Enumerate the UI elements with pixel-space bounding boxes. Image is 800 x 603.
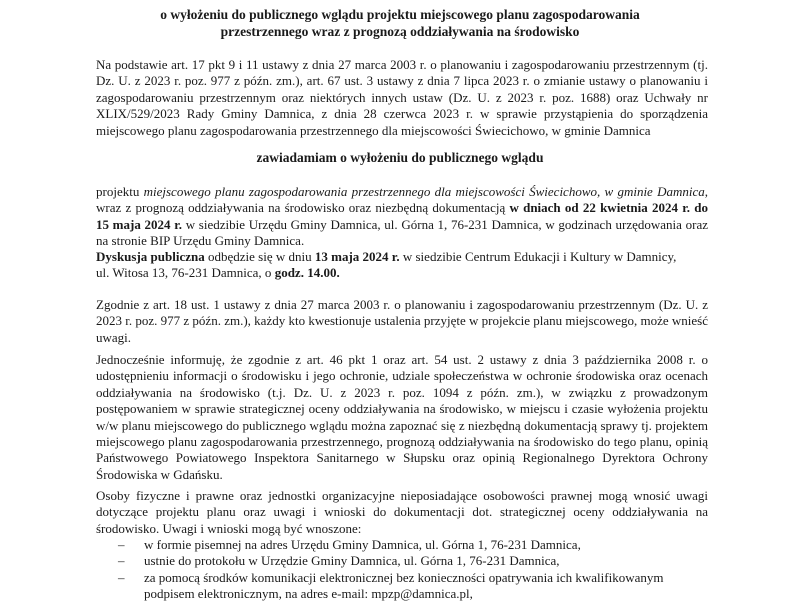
list-item-text: ustnie do protokołu w Urzędzie Gminy Damnica, ul. Górna 1, 76-231 Damnica, (144, 553, 560, 569)
document-title (80, 6, 720, 40)
list-item (96, 570, 716, 586)
title-line-1: o wyłożeniu do publicznego wglądu projektu miejscowego planu zagospodarowania (160, 7, 640, 22)
list-item-text: w formie pisemnej na adres Urzędu Gminy Damnica, ul. Górna 1, 76-231 Damnica, (144, 537, 581, 552)
project-text-2: , wraz z prognozą oddziaływania na środowisko oraz niezbędną dokumentacją (96, 184, 709, 216)
list-item (96, 553, 716, 569)
discussion-paragraph (96, 249, 708, 282)
list-item-text: za pomocą środków komunikacji elektronicznej bez konieczności opatrywania ich kwalifikowanym (144, 569, 664, 585)
intro-paragraph: Na podstawie art. 17 pkt 9 i 11 ustawy z dnia 27 marca 2003 r. o planowaniu i zagospodarowaniu przestrzennym (tj. Dz. U. z 2023 r. poz. 977 z późn. zm.), art. 67 ust. 3 ustawy z dnia 7 lipca 2023 r. o zmianie ustawy o planowaniu i zagospodarowaniu przestrzennym oraz niektórych innych ustaw (Dz. U. z 2023 r. poz. 1688) oraz Uchwały nr XLIX/529/2023 Rady Gminy Damnica, z dnia 28 czerwca 2023 r. w sprawie przystąpienia do sporządzenia miejscowego planu zagospodarowania przestrzennego dla miejscowości Świecichowo, w gminie Damnica (96, 57, 708, 138)
art18-paragraph: Zgodnie z art. 18 ust. 1 ustawy z dnia 27 marca 2003 r. o planowaniu i zagospodarowaniu przestrzennym (Dz. U. z 2023 r. poz. 977 z późn. zm.), każdy kto kwestionuje ustalenia przyjęte w projekcie planu miejscowego, może wnieść uwagi. (96, 297, 708, 345)
discussion-text-2: w siedzibie Centrum Edukacji i Kultury w Damnicy, (402, 249, 677, 264)
list-item (96, 537, 716, 553)
discussion-line-2 (96, 265, 708, 281)
project-text-3: w siedzibie Urzędu Gminy Damnica, ul. Górna 1, 76-231 Damnica, w godzinach urzędowania oraz na stronie BIP Urzędu Gminy Damnica. (96, 216, 708, 249)
list-dash: – (118, 537, 125, 552)
list-item-text: podpisem elektronicznym, na adres e-mail: mpzp@damnica.pl, (144, 586, 473, 602)
environment-info-paragraph: Jednocześnie informuję, że zgodnie z art. 46 pkt 1 oraz art. 54 ust. 2 ustawy z dnia 3 października 2008 r. o udostępnieniu informacji o środowisku i jego ochronie, udziale społeczeństwa w ochronie środowiska oraz ocenach oddziaływania na środowisko (t.j. Dz. U. z 2023 r. poz. 1094 z późn. zm.), w związku z prowadzonym postępowaniem w sprawie strategicznej oceny oddziaływania na środowisko, w miejscu i czasie wyłożenia projektu w/w planu miejscowego do publicznego wglądu można zapoznać się z niezbędną dokumentacją sprawy tj. projektem miejscowego planu zagospodarowania przestrzennego, prognozą oddziaływania na środowisko do tego planu, opinią Państwowego Powiatowego Inspektora Sanitarnego w Słupsku oraz opinią Regionalnego Dyrektora Ochrony Środowiska w Gdańsku. (96, 352, 708, 482)
project-text-1: projektu (96, 184, 140, 199)
discussion-label: Dyskusja publiczna (96, 249, 205, 264)
discussion-text-3: ul. Witosa 13, 76-231 Damnica, o (96, 265, 272, 281)
project-plan-name: miejscowego planu zagospodarowania przestrzennego dla miejscowości Świecichowo, w gminie Damnica (143, 184, 705, 199)
list-dash: – (118, 553, 125, 569)
list-dash: – (118, 569, 125, 585)
list-item (96, 586, 716, 602)
discussion-time: godz. 14.00. (274, 265, 340, 281)
announcement-heading: zawiadamiam o wyłożeniu do publicznego wglądu (256, 150, 544, 165)
project-dates: w dniach od 22 kwietnia 2024 r. do 15 maja 2024 r. (96, 200, 708, 232)
discussion-line-1 (96, 249, 708, 265)
discussion-date: 13 maja 2024 r. (314, 249, 400, 264)
title-line-2: przestrzennego wraz z prognozą oddziaływania na środowisko (220, 24, 580, 39)
submissions-paragraph: Osoby fizyczne i prawne oraz jednostki organizacyjne nieposiadające osobowości prawnej mogą wnosić uwagi dotyczące projektu planu oraz uwagi i wnioski do dokumentacji dot. strategicznej oceny oddziaływania na środowisko. Uwagi i wnioski mogą być wnoszone: (96, 488, 708, 536)
project-paragraph (96, 184, 708, 250)
submission-methods-list (96, 537, 716, 603)
discussion-text-1: odbędzie się w dniu (207, 249, 312, 264)
